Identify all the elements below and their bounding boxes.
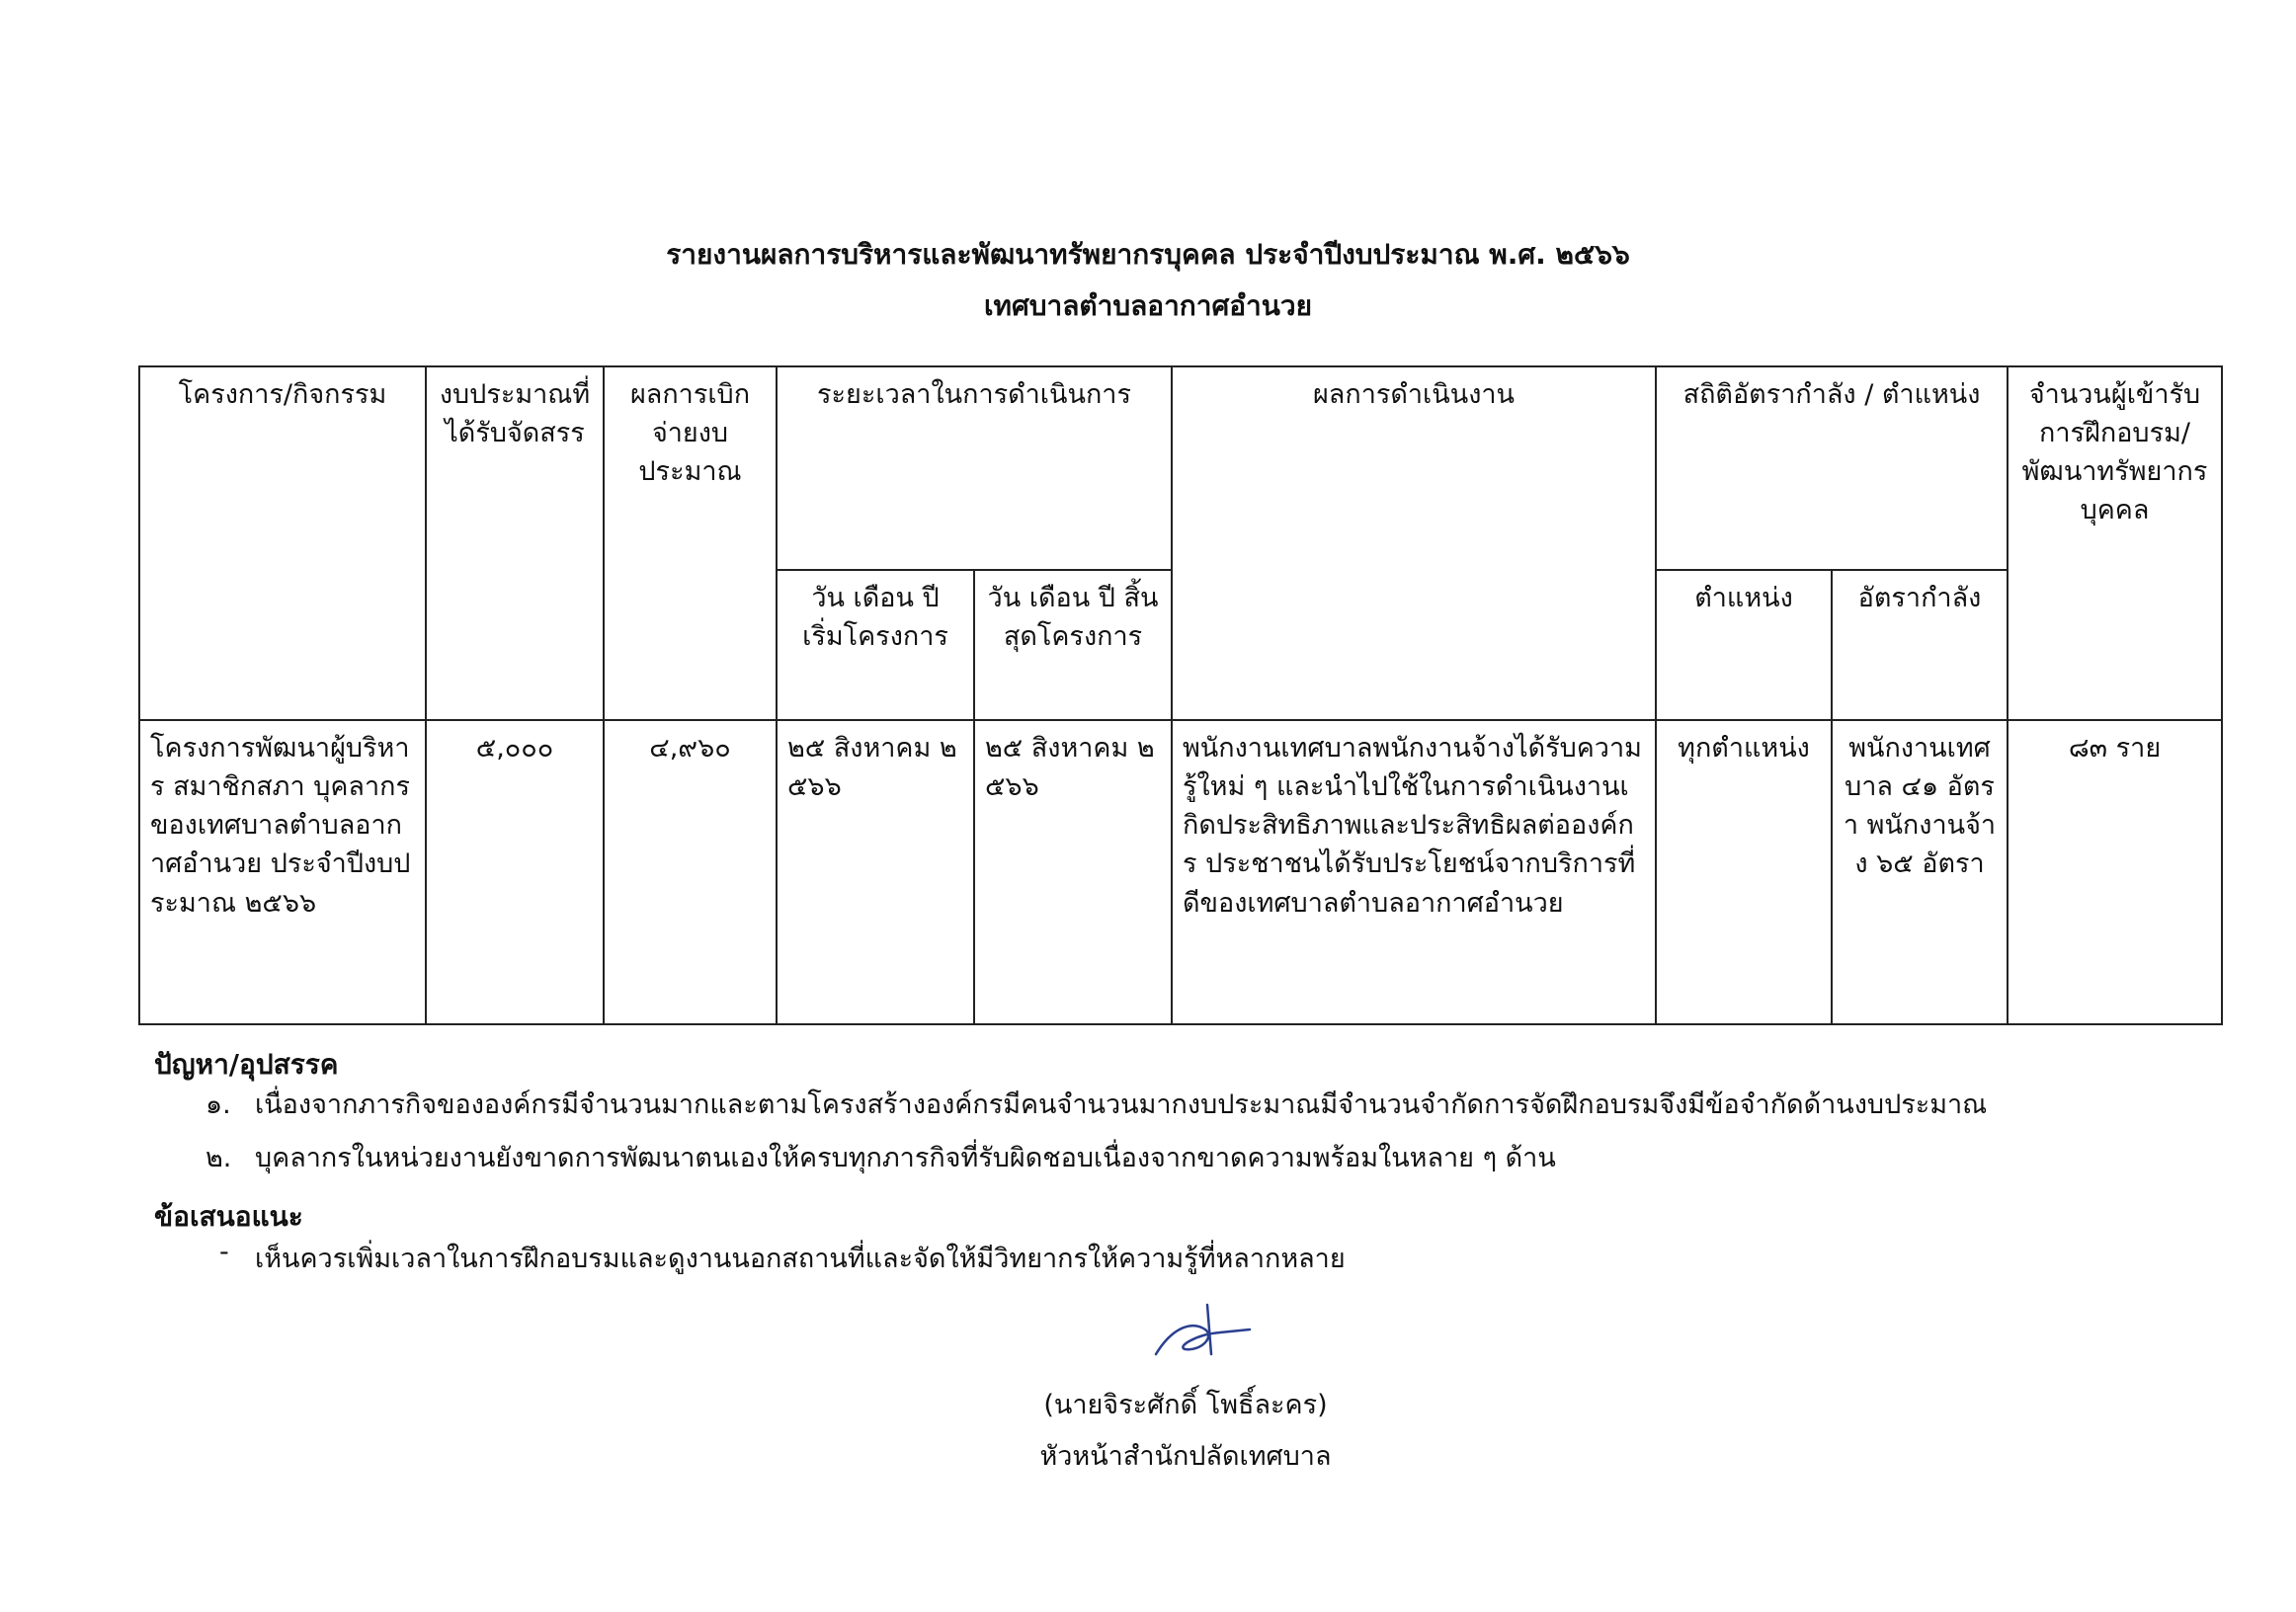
signer-title: หัวหน้าสำนักปลัดเทศบาล [1039,1441,1332,1472]
cell-project: โครงการพัฒนาผู้บริหาร สมาชิกสภา บุคลากรของเทศบาลตำบลอากาศอำนวย ประจำปีงบประมาณ ๒๕๖๖ [139,720,426,1024]
problems-heading: ปัญหา/อุปสรรค [154,1048,339,1081]
header-stats: สถิติอัตรากำลัง / ตำแหน่ง [1656,366,2008,570]
problem-number: ๑. [205,1089,231,1120]
suggestions-heading: ข้อเสนอแนะ [154,1200,303,1233]
header-participants: จำนวนผู้เข้ารับการฝึกอบรม/พัฒนาทรัพยากรบุคคล [2008,366,2222,720]
organization-name: เทศบาลตำบลอากาศอำนวย [983,289,1313,322]
cell-start-date: ๒๕ สิงหาคม ๒๕๖๖ [777,720,974,1024]
suggestion-item: เห็นควรเพิ่มเวลาในการฝึกอบรมและดูงานนอกสถานที่และจัดให้มีวิทยากรให้ความรู้ที่หลากหลาย [255,1244,1346,1274]
header-start-date: วัน เดือน ปี เริ่มโครงการ [777,570,974,720]
header-position: ตำแหน่ง [1656,570,1832,720]
problem-item: บุคลากรในหน่วยงานยังขาดการพัฒนาตนเองให้ครบทุกภารกิจที่รับผิดชอบเนื่องจากขาดความพร้อมในหลาย ๆ ด้าน [255,1143,1556,1173]
problem-item: เนื่องจากภารกิจขององค์กรมีจำนวนมากและตามโครงสร้างองค์กรมีคนจำนวนมากงบประมาณมีจำนวนจำกัดการจัดฝึกอบรมจึงมีข้อจำกัดด้านงบประมาณ [255,1089,1988,1120]
header-project: โครงการ/กิจกรรม [139,366,426,720]
cell-disbursement: ๔,๙๖๐ [604,720,777,1024]
problem-number: ๒. [205,1143,232,1173]
cell-manpower: พนักงานเทศบาล ๔๑ อัตรา พนักงานจ้าง ๖๕ อัตรา [1832,720,2008,1024]
header-duration: ระยะเวลาในการดำเนินการ [777,366,1172,570]
cell-end-date: ๒๕ สิงหาคม ๒๕๖๖ [974,720,1172,1024]
suggestion-bullet: - [219,1237,229,1267]
signer-name: (นายจิระศักดิ์ โพธิ์ละคร) [1043,1390,1328,1420]
cell-participants: ๘๓ ราย [2008,720,2222,1024]
handwritten-signature [1146,1300,1265,1369]
cell-budget: ๕,๐๐๐ [426,720,604,1024]
report-table [138,365,2223,1025]
table-row [139,720,2222,1024]
cell-results: พนักงานเทศบาลพนักงานจ้างได้รับความรู้ใหม่ ๆ และนำไปใช้ในการดำเนินงานเกิดประสิทธิภาพและประสิทธิผลต่อองค์กร ประชาชนได้รับประโยชน์จากบริการที่ดีของเทศบาลตำบลอากาศอำนวย [1172,720,1656,1024]
header-budget: งบประมาณที่ได้รับจัดสรร [426,366,604,720]
header-results: ผลการดำเนินงาน [1172,366,1656,720]
report-title: รายงานผลการบริหารและพัฒนาทรัพยากรบุคคล ประจำปีงบประมาณ พ.ศ. ๒๕๖๖ [666,238,1630,271]
cell-position: ทุกตำแหน่ง [1656,720,1832,1024]
header-disbursement: ผลการเบิกจ่ายงบประมาณ [604,366,777,720]
header-end-date: วัน เดือน ปี สิ้นสุดโครงการ [974,570,1172,720]
header-manpower: อัตรากำลัง [1832,570,2008,720]
